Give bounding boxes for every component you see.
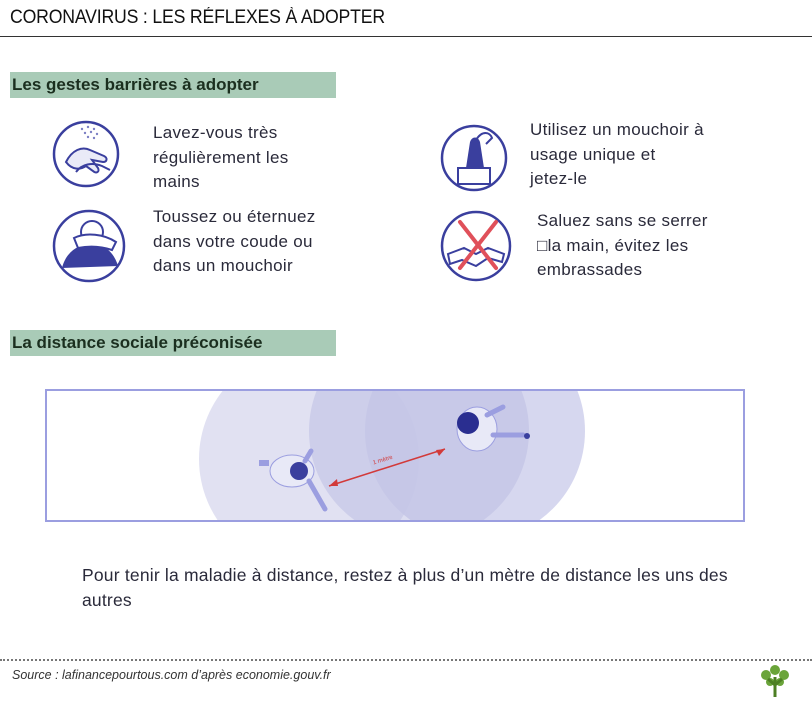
cough-elbow-icon — [52, 208, 126, 288]
source-note: Source : lafinancepourtous.com d’après economie.gouv.fr — [12, 668, 331, 682]
tissue-box-icon — [440, 122, 510, 192]
distance-scene — [47, 391, 743, 520]
distance-label: 1 mètre — [372, 454, 394, 467]
title-divider — [0, 36, 812, 37]
social-distance-illustration — [45, 389, 745, 522]
tree-logo-icon — [757, 663, 793, 699]
page-title: CORONAVIRUS : LES RÉFLEXES À ADOPTER — [10, 7, 385, 28]
section-heading-gestures: Les gestes barrières à adopter — [10, 72, 336, 98]
distance-caption: Pour tenir la maladie à distance, restez à plus d’un mètre de distance les uns des autres — [82, 565, 728, 610]
gesture-text: Utilisez un mouchoir à usage unique et jetez-le — [530, 120, 704, 188]
footer-divider — [0, 659, 812, 661]
gesture-text: Toussez ou éternuez dans votre coude ou dans un mouchoir — [153, 207, 316, 275]
gesture-text: Lavez-vous très régulièrement les mains — [153, 123, 289, 191]
no-handshake-icon — [440, 208, 512, 284]
hand-washing-icon — [52, 120, 122, 190]
gesture-text: Saluez sans se serrer □la main, évitez les embrassades — [537, 211, 708, 279]
section-heading-distance: La distance sociale préconisée — [10, 330, 336, 356]
